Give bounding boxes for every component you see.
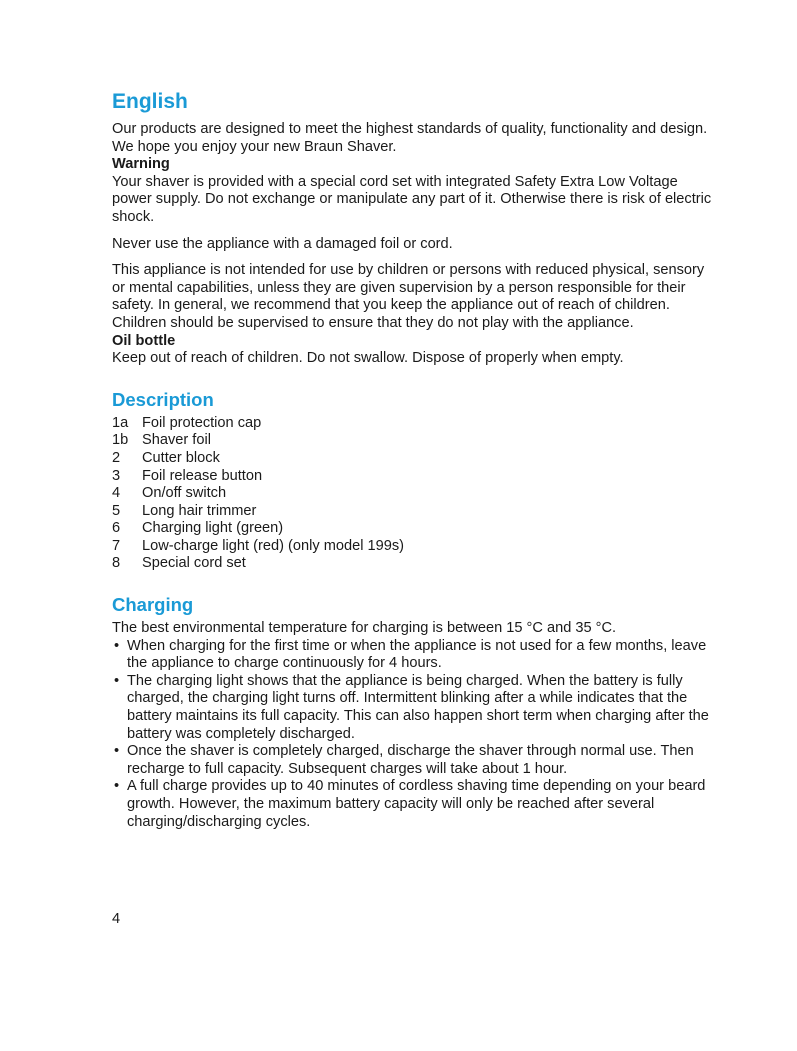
oil-bottle-title: Oil bottle — [112, 332, 176, 349]
item-label: Foil release button — [142, 467, 263, 484]
item-number: 1a — [112, 414, 129, 431]
bullet-icon: • — [114, 778, 120, 795]
item-label: Long hair trimmer — [142, 502, 257, 519]
description-list — [112, 415, 712, 573]
item-number: 2 — [112, 449, 121, 466]
item-label: Special cord set — [142, 555, 246, 572]
bullet-icon: • — [114, 672, 120, 689]
list-item — [112, 485, 712, 503]
bullet-text: A full charge provides up to 40 minutes of cordless shaving time depending on your beard growth. However, the maximum battery capacity will only be reached after several charging/discharging cycles. — [127, 778, 706, 830]
charging-heading: Charging — [112, 594, 194, 616]
list-item — [112, 450, 712, 468]
manual-page — [112, 88, 712, 831]
english-heading: English — [112, 90, 188, 113]
intro-paragraph: Our products are designed to meet the highest standards of quality, functionality and design. We hope you enjoy your new Braun Shaver. — [112, 121, 708, 155]
item-label: Low-charge light (red) (only model 199s) — [142, 537, 404, 554]
bullet-item — [112, 638, 712, 673]
item-label: Cutter block — [142, 449, 220, 466]
list-item — [112, 432, 712, 450]
item-number: 7 — [112, 537, 121, 554]
list-item — [112, 503, 712, 521]
warning-paragraph: Your shaver is provided with a special cord set with integrated Safety Extra Low Voltage power supply. Do not exchange or manipulate any part of it. Otherwise there is risk of electric shock. — [112, 173, 712, 225]
list-item — [112, 520, 712, 538]
item-number: 3 — [112, 467, 121, 484]
list-item — [112, 555, 712, 573]
list-item — [112, 468, 712, 486]
bullet-item — [112, 673, 712, 743]
item-label: On/off switch — [142, 485, 227, 502]
bullet-item — [112, 778, 712, 831]
item-number: 4 — [112, 485, 121, 502]
charging-intro: The best environmental temperature for charging is between 15 °C and 35 °C. — [112, 620, 617, 637]
item-number: 6 — [112, 520, 121, 537]
bullet-text: When charging for the first time or when the appliance is not used for a few months, leave the appliance to charge continuously for 4 hours. — [127, 637, 707, 672]
page-number: 4 — [112, 911, 121, 927]
children-paragraph: This appliance is not intended for use by children or persons with reduced physical, sensory or mental capabilities, unless they are given supervision by a person responsible for their safety. In general, we recommend that you keep the appliance out of reach of children. Children should be supervised to ensure that they do not play with the appliance. — [112, 262, 705, 331]
charging-bullets — [112, 638, 712, 832]
item-label: Charging light (green) — [142, 520, 284, 537]
item-label: Foil protection cap — [142, 414, 262, 431]
item-label: Shaver foil — [142, 432, 211, 449]
warning-title: Warning — [112, 156, 170, 173]
bullet-text: Once the shaver is completely charged, discharge the shaver through normal use. Then recharge to full capacity. Subsequent charges will take about 1 hour. — [127, 743, 694, 777]
damaged-foil-paragraph: Never use the appliance with a damaged foil or cord. — [112, 235, 453, 252]
item-number: 8 — [112, 555, 121, 572]
bullet-item — [112, 743, 712, 778]
description-heading: Description — [112, 388, 214, 410]
list-item — [112, 538, 712, 556]
list-item — [112, 415, 712, 433]
oil-bottle-paragraph: Keep out of reach of children. Do not swallow. Dispose of properly when empty. — [112, 350, 624, 367]
item-number: 5 — [112, 502, 121, 519]
bullet-icon: • — [114, 637, 120, 654]
item-number: 1b — [112, 432, 129, 449]
bullet-text: The charging light shows that the appliance is being charged. When the battery is fully charged, the charging light turns off. Intermittent blinking after a while indicates that the battery maintains its full capacity. This can also happen short term when charging after the battery was completely discharged. — [127, 672, 709, 742]
bullet-icon: • — [114, 743, 120, 760]
